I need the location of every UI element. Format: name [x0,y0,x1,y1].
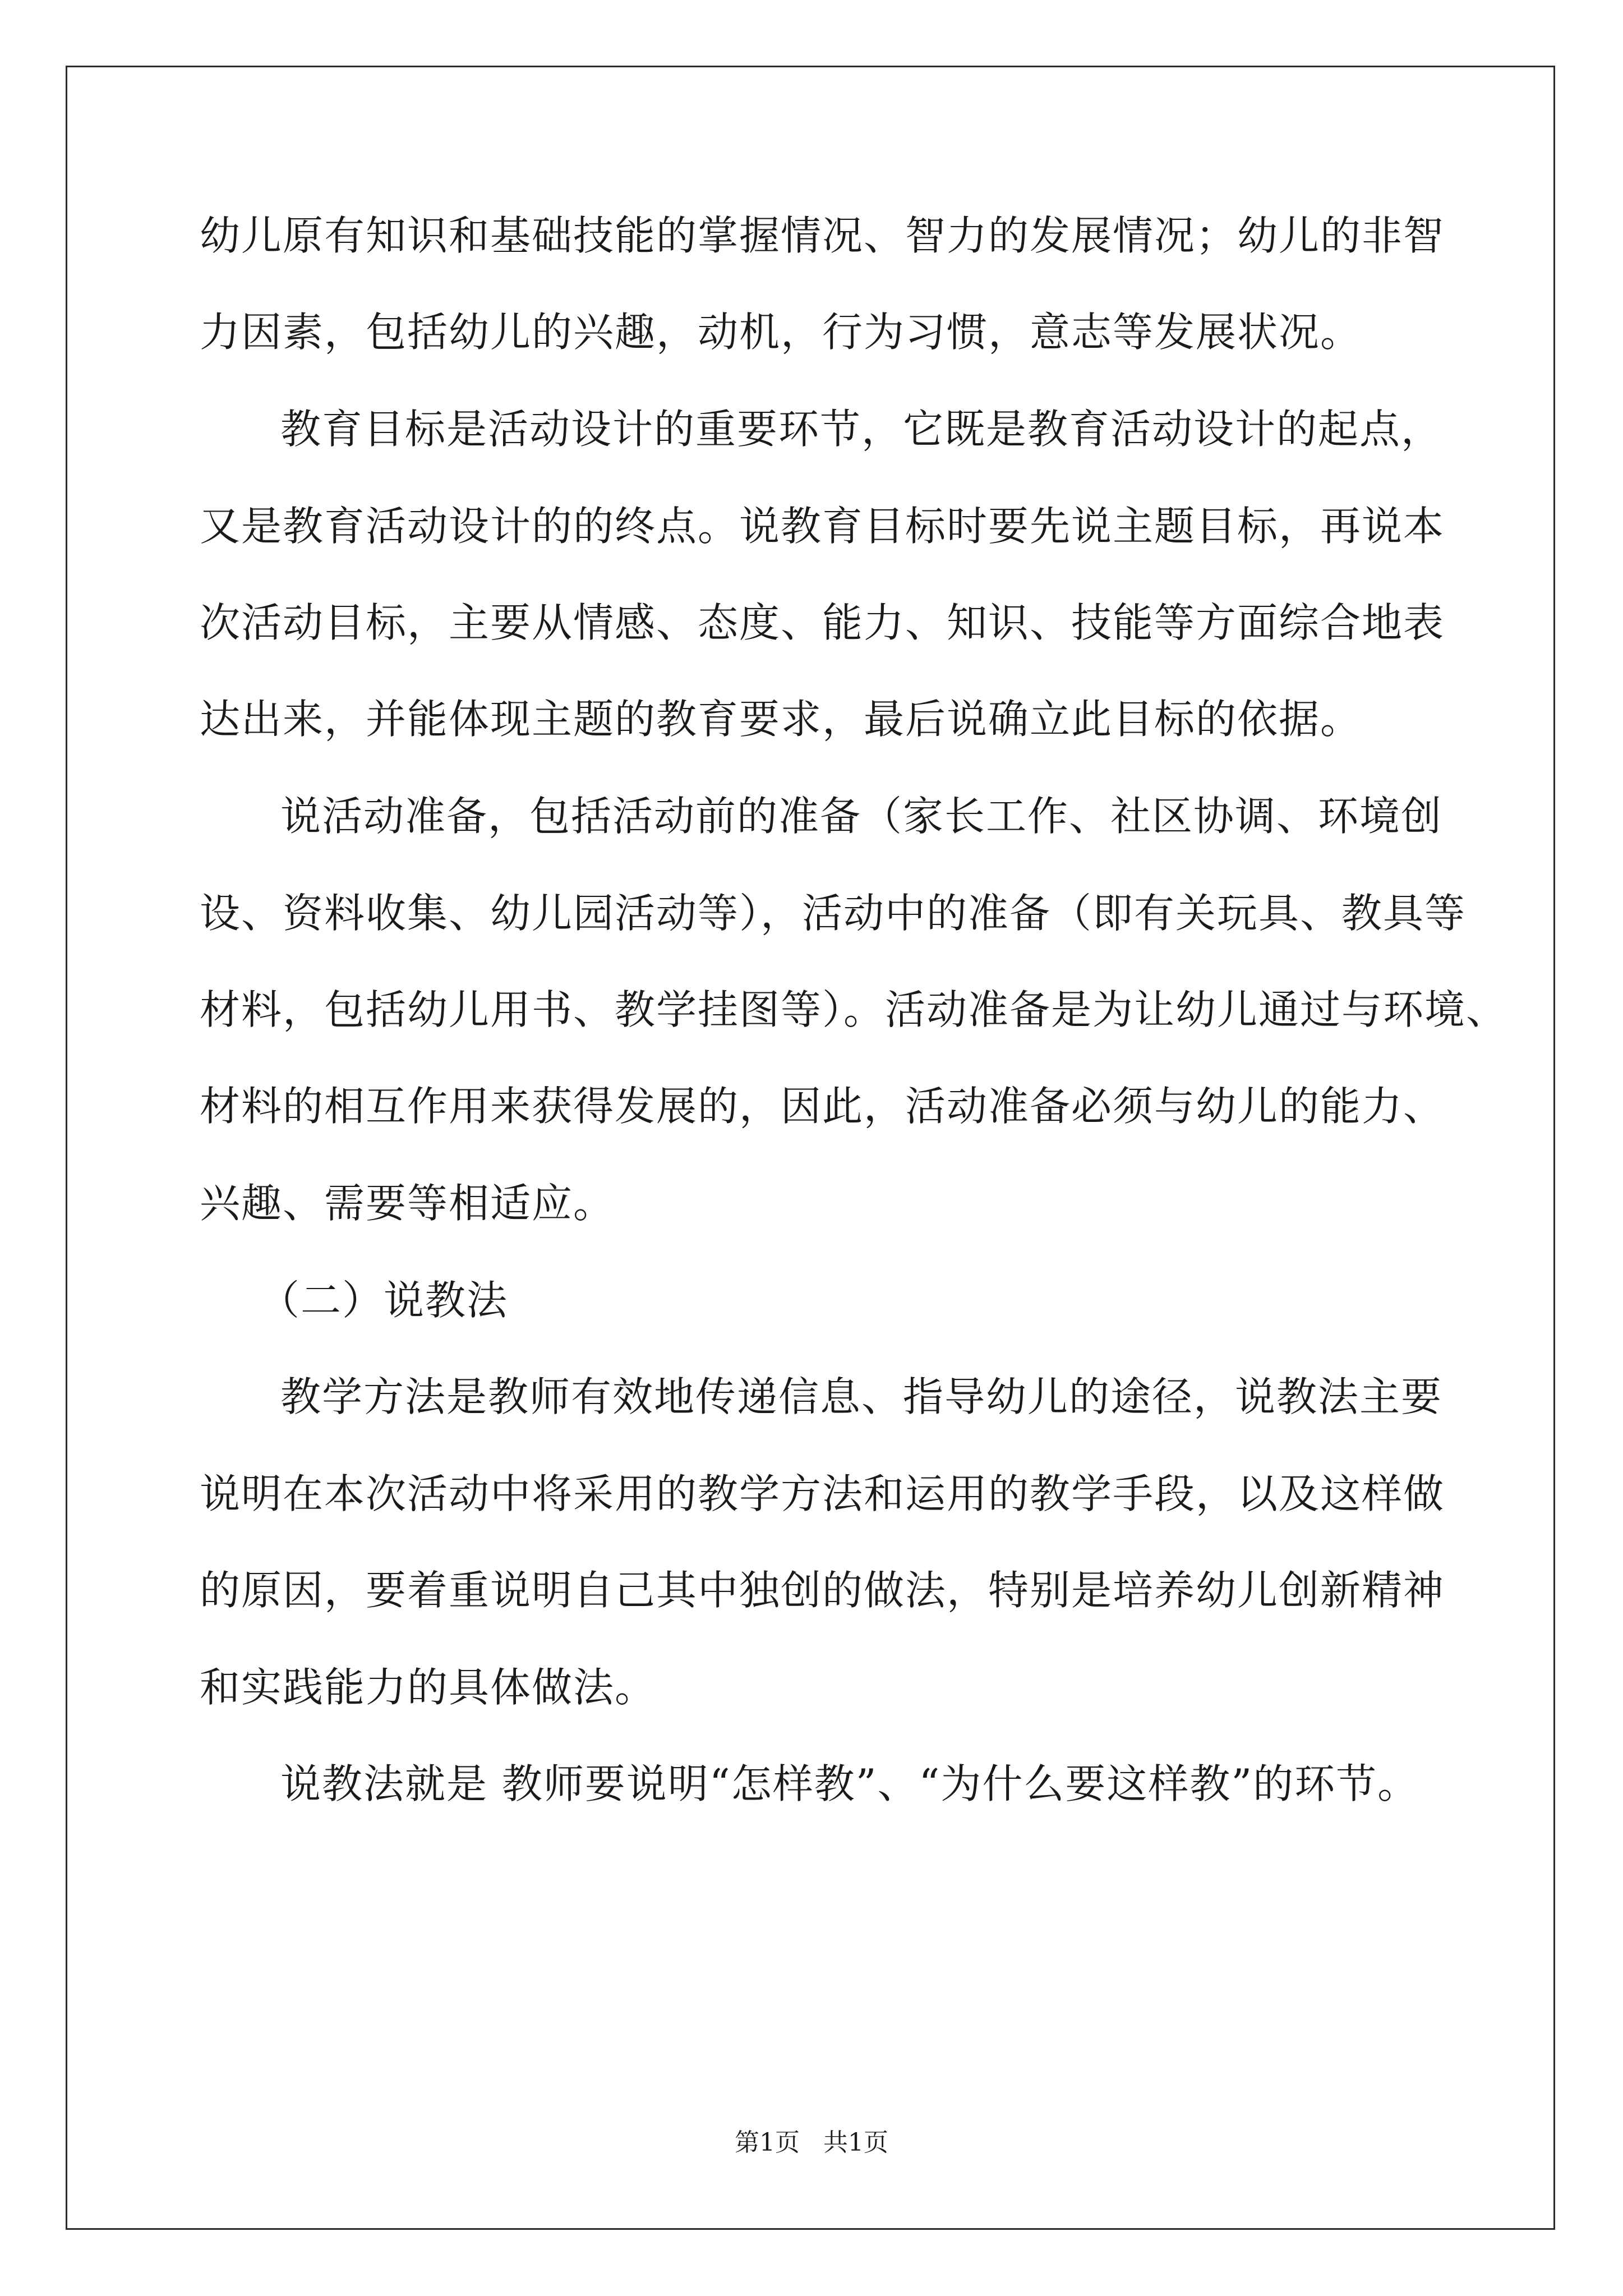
page-total: 共1页 [823,2128,888,2157]
text-line: 的原因，要着重说明自己其中独创的做法，特别是培养幼儿创新精神 [200,1567,1445,1614]
text-line: 又是教育活动设计的的终点。说教育目标时要先说主题目标，再说本 [200,503,1445,550]
page-footer [0,2126,1623,2160]
text-line: 设、资料收集、幼儿园活动等），活动中的准备（即有关玩具、教具等 [200,890,1467,937]
text-line: 次活动目标，主要从情感、态度、能力、知识、技能等方面综合地表 [200,599,1445,646]
text-line: 说明在本次活动中将采用的教学方法和运用的教学手段，以及这样做 [200,1470,1445,1517]
text-line: 幼儿原有知识和基础技能的掌握情况、智力的发展情况；幼儿的非智 [200,212,1445,259]
text-line: 教育目标是活动设计的重要环节，它既是教育活动设计的起点， [280,406,1443,453]
page-number: 第1页 [735,2128,800,2157]
text-line: 材料，包括幼儿用书、教学挂图等）。活动准备是为让幼儿通过与环境、 [200,986,1508,1033]
section-heading: （二）说教法 [259,1277,509,1324]
text-line: 力因素，包括幼儿的兴趣，动机，行为习惯，意志等发展状况。 [200,309,1362,356]
text-line: 和实践能力的具体做法。 [200,1664,657,1711]
text-line: 达出来，并能体现主题的教育要求，最后说确立此目标的依据。 [200,696,1362,743]
page-border [66,66,1555,2230]
text-line: 说活动准备，包括活动前的准备（家长工作、社区协调、环境创 [280,793,1443,840]
text-line: 说教法就是 教师要说明“怎样教”、“为什么要这样教”的环节。 [280,1760,1419,1807]
text-line: 兴趣、需要等相适应。 [200,1180,615,1227]
text-line: 教学方法是教师有效地传递信息、指导幼儿的途径，说教法主要 [280,1373,1443,1420]
text-line: 材料的相互作用来获得发展的，因此，活动准备必须与幼儿的能力、 [200,1083,1445,1130]
